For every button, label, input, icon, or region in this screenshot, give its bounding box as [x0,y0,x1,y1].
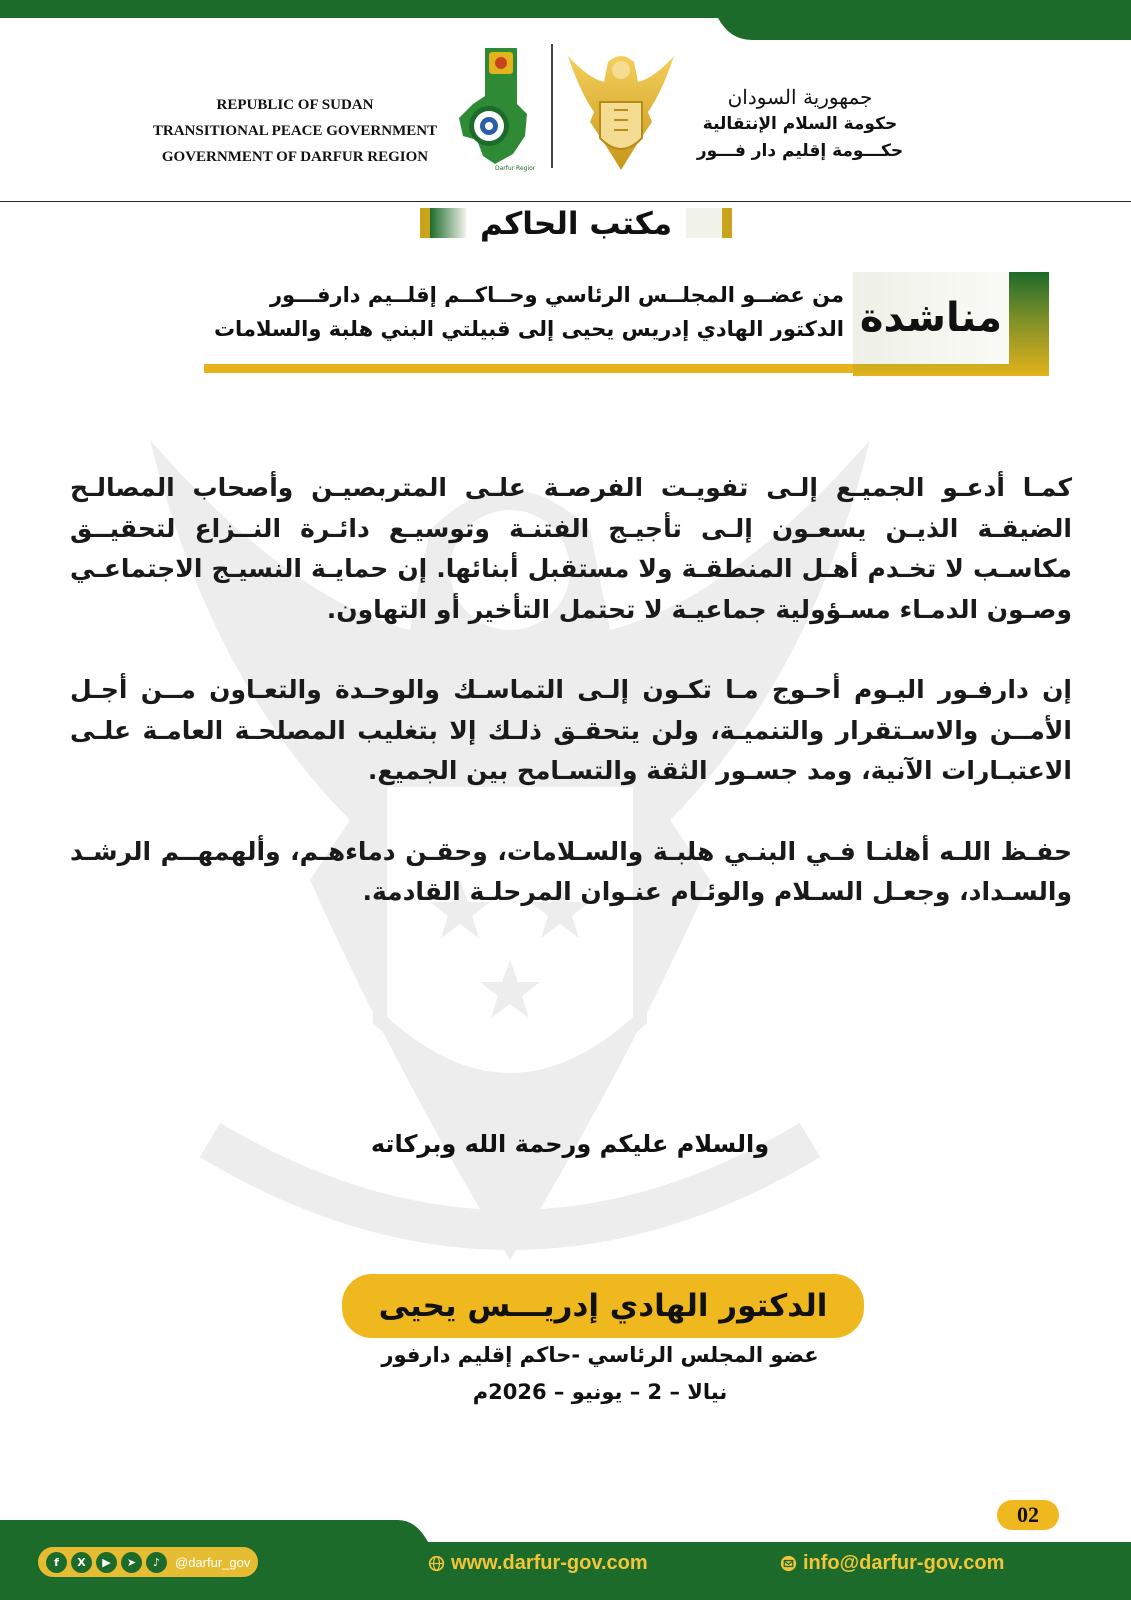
social-handle[interactable]: @darfur_gov [175,1554,251,1570]
appeal-line-1: من عضــو المجلــس الرئاسي وحــاكــم إقلــيم دارفـــور [269,283,844,307]
body-paragraph-3: حفـظ اللـه أهلنـا فـي البنـي هلبـة والسـلامات، وحقـن دماءهـم، وألهمهــم الرشـد والسـداد، وجعـل السـلام والوئـام عنـوان المرحلـة القادمة. [70,836,1072,906]
sudan-eagle-emblem [560,42,682,174]
page-number: 02 [997,1500,1059,1530]
signature-box [342,1274,864,1338]
closing-greeting: والسلام عليكم ورحمة الله وبركاته [370,1130,770,1158]
appeal-banner [204,272,1049,378]
office-title [420,204,732,244]
tiktok-icon[interactable]: ♪ [146,1552,167,1573]
english-letterhead [130,92,460,170]
facebook-icon[interactable]: f [46,1552,67,1573]
signatory-role: عضو المجلس الرئاسي -حاكم إقليم دارفور [381,1343,819,1367]
body-paragraph-1: كمـا أدعـو الجميـع إلـى تفويـت الفرصـة علـى المتربصيـن وأصحاب المصالـح الضيقـة الذيـن يسعـون إلـى تأجيـج الفتنـة وتوسيـع دائـرة النــزاع لتحقيــق مكاسـب لا تخـدم أهـل المنطقـة ولا مستقبل أبنائها. إن حمايـة النسيـج الاجتماعـي وصـون الدمـاء مسـؤولية جماعيـة لا تحتمل التأخير أو التهاون. [70,473,1072,624]
top-band [0,0,1131,40]
youtube-icon[interactable]: ▶ [96,1552,117,1573]
office-title-text: مكتب الحاكم [479,206,673,242]
signatory-name: الدكتور الهادي إدريـــس يحيى [378,1288,828,1324]
darfur-map-logo [455,44,535,174]
en-line-government: TRANSITIONAL PEACE GOVERNMENT [152,123,438,139]
appeal-tag-text: مناشدة [859,295,1003,341]
letterhead [0,40,1131,202]
globe-icon [428,1555,445,1572]
website-text[interactable]: www.darfur-gov.com [451,1552,648,1574]
svg-text:Darfur Region: Darfur Region [495,165,535,172]
appeal-tag-panel [853,272,1009,364]
arabic-letterhead [680,84,920,165]
website-link[interactable] [428,1552,648,1575]
body-paragraph-2: إن دارفـور اليـوم أحـوج مـا تكـون إلـى التماسـك والوحـدة والتعـاون مــن أجـل الأمــن والاسـتقرار والتنميـة، ولن يتحقـق ذلـك إلا بتغليب المصلحـة العامـة علـى الاعتبـارات الآنية، ومد جسـور الثقة والتسـامح بين الجميع. [70,675,1072,785]
mail-icon [780,1555,797,1572]
appeal-subtitle [204,278,844,346]
letter-date: نيالا – 2 – يونيو – 2026م [472,1380,728,1404]
email-link[interactable] [780,1552,1004,1575]
ar-line-government: حكومة السلام الإنتقالية [702,114,898,134]
appeal-line-2: الدكتور الهادي إدريس يحيى إلى قبيلتي البني هلبة والسلامات [213,317,844,341]
header-divider [551,44,553,168]
en-line-republic: REPUBLIC OF SUDAN [216,97,374,113]
en-line-region: GOVERNMENT OF DARFUR REGION [161,149,429,165]
title-ornament-left [420,208,466,238]
email-text[interactable]: info@darfur-gov.com [803,1552,1005,1574]
letter-body [70,468,1072,953]
telegram-icon[interactable]: ➤ [121,1552,142,1573]
social-links [38,1547,258,1577]
ar-line-republic: جمهورية السودان [727,85,873,109]
x-icon[interactable]: X [71,1552,92,1573]
title-ornament-right [686,208,732,238]
ar-line-region: حكـــومة إقليم دار فـــور [696,141,904,161]
